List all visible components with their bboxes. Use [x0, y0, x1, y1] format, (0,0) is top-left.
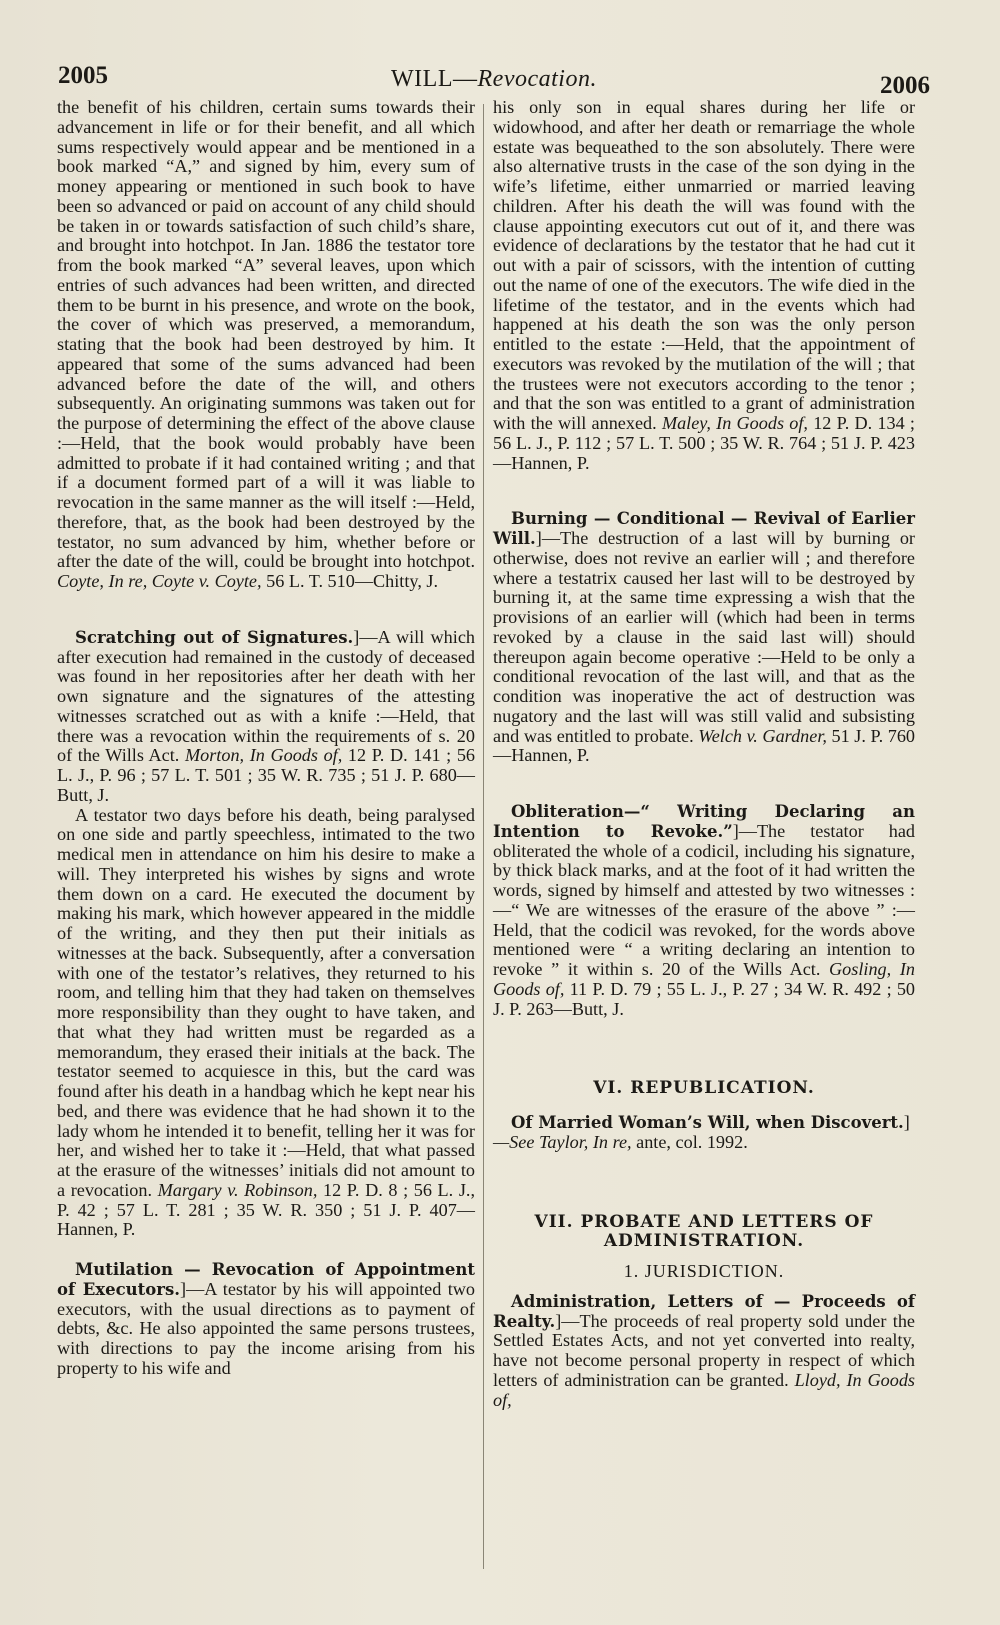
case-citation: Morton, In Goods of, [184, 745, 343, 766]
left-column-number: 2005 [58, 62, 108, 89]
case-citation: Gosling, In Goods of, [493, 959, 915, 999]
paragraph-text: his only son in equal shares during her life or widowhood, and after her death or remarriage the whole estate was bequeathed to the son absolutely. There were also alternative trusts in the case of the son dying in the wife’s lifetime, either unmarried or married leaving children. After his death the will was found with the clause appointing executors cut out of it, and there was evidence of declarations by the testator that he had cut it out with a pair of scissors, with the intention of cutting out the name of one of the executors. The wife died in the lifetime of the testator, and in the events which had happened at his death the son was the only person entitled to the estate :—Held, that the appointment of executors was revoked by the mutilation of the will ; that the trustees were not executors according to the tenor ; and that the son was entitled to a grant of administration with the will annexed. [493, 97, 915, 433]
paragraph-married-woman [493, 1113, 915, 1153]
paragraph-text: ] [903, 1112, 910, 1132]
right-column [493, 98, 915, 1410]
page-title [58, 66, 930, 93]
paragraph-text: ]—A will which after execution had remained in the custody of deceased was found in her repositories after her death with her own signature and the signatures of the attesting witnesses scratched out as with a knife :—Held, that there was a revocation within the requirements of s. 20 of the Wills Act. [57, 626, 475, 766]
running-head [58, 62, 930, 102]
section-heading-republication: VI. REPUBLICATION. [593, 1078, 815, 1099]
paragraph-maley [493, 98, 915, 473]
case-citation: Coyte, In re, Coyte v. Coyte, [57, 571, 262, 591]
paragraph-mutilation [57, 1260, 475, 1379]
case-citation: Margary v. Robinson, [157, 1179, 318, 1200]
citation-reference: 12 P. D. 141 ; 56 L. J., P. 96 ; 57 L. T. 501 ; 35 W. R. 735 ; 51 J. P. 680—Butt, J. [57, 745, 476, 805]
section-heading-probate: VII. PROBATE AND LETTERS OF [534, 1211, 874, 1232]
citation-reference: 56 L. T. 510—Chitty, J. [266, 571, 439, 591]
paragraph-coyte [57, 98, 475, 592]
run-in-heading: Burning — Conditional — Revival of Earlier Will. [493, 509, 915, 548]
citation-reference: 11 P. D. 79 ; 55 L. J., P. 27 ; 34 W. R. 492 ; 50 J. P. 263—Butt, J. [493, 978, 916, 1019]
citation-reference: 12 P. D. 134 ; 56 L. J., P. 112 ; 57 L. T. 500 ; 35 W. R. 764 ; 51 J. P. 423—Hannen, P. [493, 413, 915, 473]
column-divider [483, 104, 484, 1569]
paragraph-scratching [57, 628, 475, 806]
paragraph-text: ]—The proceeds of real property sold under the Settled Estates Acts, and not yet converted into realty, have not become personal property in respect of which letters of administration can be granted. [493, 1310, 915, 1390]
right-column-number: 2006 [880, 72, 930, 99]
citation-reference: 12 P. D. 8 ; 56 L. J., P. 42 ; 57 L. T. 281 ; 35 W. R. 350 ; 51 J. P. 407—Hannen, P. [57, 1179, 476, 1240]
paragraph-text: ]—A testator by his will appointed two executors, with the usual directions as to payment of debts, &c. He also appointed the same persons trustees, with directions to pay the income arising from his property to his wife and [57, 1278, 475, 1378]
citation-reference: 51 J. P. 760—Hannen, P. [493, 725, 916, 766]
title-italic: Revocation. [477, 66, 597, 92]
paragraph-obliteration [493, 802, 915, 1019]
paragraph-burning [493, 509, 915, 766]
run-in-heading: Scratching out of Signatures. [75, 627, 354, 647]
subsection-heading-jurisdiction: 1. JURISDICTION. [623, 1261, 785, 1281]
paragraph-text: ]—The testator had obliterated the whole of a codicil, including his signature, by thick black marks, and at the foot of it had written the words, signed by himself and attested by two witnesses :—“ We are witnesses of the erasure of the above ” :—Held, that the codicil was revoked, for the words above mentioned were “ a writing declaring an intention to revoke ” it within s. 20 of the Wills Act. [493, 820, 915, 979]
case-citation: —See Taylor, In re, [493, 1131, 632, 1152]
run-in-heading: Of Married Woman’s Will, when Discovert. [511, 1113, 904, 1132]
paragraph-text: A testator two days before his death, being paralysed on one side and partly speechless, intimated to the two medical men in attendance on him his desire to make a will. They interpreted his wishes by signs and wrote them down on a card. He executed the document by making his mark, which however appeared in the middle of the writing, and they then put their initials as witnesses at the back. Subsequently, after a conversation with one of the testator’s relatives, they returned to his room, and telling him that they had taken on themselves more responsibility than they ought to have taken, and that what they had written must be regarded as a memorandum, they erased their initials at the back. The testator seemed to acquiesce in this, but the card was found after his death in a handbag which he kept near his bed, and there was evidence that he had shown it to the lady whom he intended it to benefit, telling her it was for her, and wished her to take it :—Held, that what passed at the erasure of the witnesses’ initials did not amount to a revocation. [57, 804, 475, 1200]
paragraph-administration [493, 1292, 915, 1411]
case-citation: Welch v. Gardner, [698, 725, 827, 746]
title-main: WILL— [391, 66, 478, 92]
run-in-heading: Administration, Letters of — Proceeds of Realty. [493, 1291, 915, 1331]
paragraph-text: ]—The destruction of a last will by burning or otherwise, does not revive an earlier will ; and therefore where a testatrix caused her last will to be destroyed by burning it, at the same time expressing a wish that the provisions of an earlier will (which had been in terms revoked by a clause in the said last will) should thereupon again become operative :—Held to be only a conditional revocation of the last will, and that as the condition was inoperative the act of destruction was nugatory and the last will was still valid and subsisting and was entitled to probate. [493, 528, 915, 746]
run-in-heading: Obliteration—“ Writing Declaring an Intention to Revoke.” [493, 802, 915, 841]
paragraph-margary [57, 806, 475, 1241]
paragraph-text: the benefit of his children, certain sums towards their advancement in life or for their benefit, and all which sums respectively would appear and be mentioned in a book marked “A,” and signed by him, every sum of money appearing or mentioned in such book to have been so advanced or paid on account of any child should be taken in or towards satisfaction of such child’s share, and brought into hotchpot. In Jan. 1886 the testator tore from the book marked “A” several leaves, upon which entries of such advances had been written, and directed them to be burnt in his presence, and wrote on the book, the cover of which was preserved, a memorandum, stating that the book had been destroyed by him. It appeared that some of the sums advanced had been advanced before the date of the will, and others subsequently. An originating summons was taken out for the purpose of determining the effect of the above clause :—Held, that the book would probably have been admitted to probate if it had contained writing ; and that if a document formed part of a will it was liable to revocation in the same manner as the will itself :—Held, therefore, that, as the book had been destroyed by the testator, no sum advanced by him, whether before or after the date of the will, could be brought into hotchpot. [57, 97, 475, 572]
section-heading-probate-line2: ADMINISTRATION. [603, 1231, 805, 1252]
case-citation: Lloyd, In Goods of, [493, 1369, 915, 1410]
run-in-heading: Mutilation — Revocation of Appointment of Executors. [57, 1260, 475, 1299]
case-citation: Maley, In Goods of, [661, 413, 808, 433]
citation-reference: ante, col. 1992. [636, 1131, 748, 1152]
left-column [57, 98, 475, 1379]
